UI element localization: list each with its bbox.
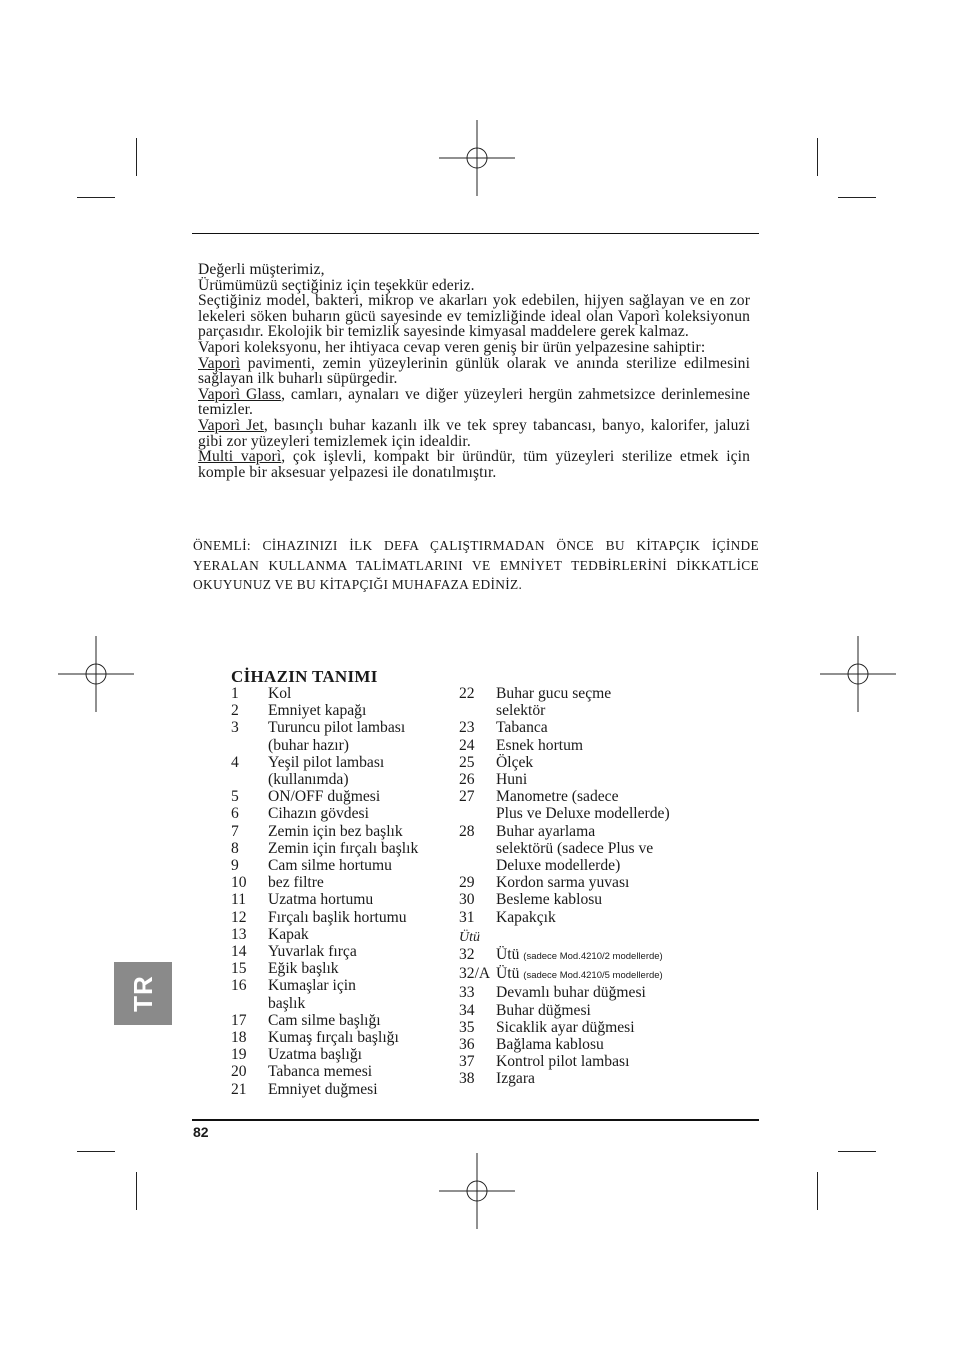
- collection-paragraph: Vapori koleksyonu, her ihtiyaca cevap veren geniş bir ürün yelpazesine sahiptir:: [198, 338, 706, 356]
- crop-mark: [838, 197, 876, 198]
- list-item: 32/A Ütü (sadece Mod.4210/5 modellerde): [459, 965, 663, 983]
- list-item: 23 Tabanca: [459, 719, 548, 737]
- greeting: Değerli müşterimiz,: [198, 261, 325, 278]
- list-item: 1 Kol: [231, 685, 292, 702]
- list-item: 13 Kapak: [231, 925, 309, 943]
- list-item: 36 Bağlama kablosu: [459, 1036, 604, 1054]
- list-item: 31 Kapakçık: [459, 908, 556, 926]
- list-item: 33 Devamlı buhar düğmesi: [459, 984, 646, 1002]
- list-item: 11 Uzatma hortumu: [231, 891, 374, 909]
- footer-rule: [192, 1119, 759, 1121]
- list-item: 12 Fırçalı başlik hortumu: [231, 908, 407, 926]
- section-title: CİHAZIN TANIMI: [231, 667, 378, 686]
- list-item: 37 Kontrol pilot lambası: [459, 1053, 630, 1071]
- intro-section: [198, 262, 750, 480]
- list-item: 18 Kumaş fırçalı başlığı: [231, 1029, 399, 1047]
- crop-mark: [817, 138, 818, 176]
- list-item: 34 Buhar düğmesi: [459, 1001, 591, 1019]
- list-item: 8 Zemin için fırçalı başlık: [231, 839, 419, 857]
- iron-heading: Ütü: [459, 929, 480, 945]
- crop-mark: [136, 1172, 137, 1210]
- language-tab-label: TR: [127, 975, 158, 1012]
- list-item: 30 Besleme kablosu: [459, 891, 603, 909]
- list-item: 24 Esnek hortum: [459, 736, 584, 754]
- intro-paragraph: Seçtiğiniz model, bakteri, mikrop ve akarları yok edebilen, hijyen sağlayan ve en zor lekeleri söken buharın gücü sayesinde ev temizliğinde ideal olan Vaporì koleksiyonun parçasıdır. Ekolojik bir temizlik sayesinde kimyasal maddelere gerek kalmaz.: [198, 292, 750, 341]
- list-item: 16 Kumaşlar için başlık: [231, 977, 356, 1012]
- parts-list-left: [231, 685, 451, 1098]
- list-item: 28 Buhar ayarlama selektörü (sadece Plus ve Deluxe modellerde): [459, 822, 654, 875]
- product-vapori: Vaporì pavimenti, zemin yüzeylerinin günlük olarak ve anında sterilize edilmesini sağlayan ilk buharlı süpürgedir.: [198, 354, 750, 388]
- list-item: 27 Manometre (sadece Plus ve Deluxe modellerde): [459, 788, 670, 823]
- list-item: 3 Turuncu pilot lambası (buhar hazır): [231, 719, 406, 754]
- crop-mark: [838, 1151, 876, 1152]
- list-item: 10 bez filtre: [231, 874, 324, 892]
- list-item: 38 Izgara: [459, 1070, 535, 1088]
- list-item: 7 Zemin için bez başlık: [231, 822, 403, 840]
- crop-mark: [817, 1172, 818, 1210]
- registration-mark-top: [439, 120, 515, 196]
- list-item: 22 Buhar gucu seçme selektör: [459, 685, 612, 720]
- list-item: 9 Cam silme hortumu: [231, 857, 392, 875]
- parts-list-right: [459, 685, 759, 1088]
- registration-mark-right: [820, 636, 896, 712]
- list-item: 5 ON/OFF duğmesi: [231, 788, 381, 806]
- header-rule: [192, 233, 759, 234]
- language-tab: [114, 962, 172, 1025]
- product-multi-vapori: Multi vaporì, çok işlevli, kompakt bir üründür, tüm yüzeyleri sterilize etmek için komple bir aksesuar yelpazesi ile donatılmıştır.: [198, 448, 750, 481]
- crop-mark: [77, 1151, 115, 1152]
- list-item: 19 Uzatma başlığı: [231, 1046, 362, 1064]
- product-vapori-glass: Vaporì Glass, camları, aynaları ve diğer yüzeyleri hergün zahmetsizce derinlemesine temizler.: [198, 385, 750, 419]
- list-item: 6 Cihazın gövdesi: [231, 805, 369, 823]
- list-item: 29 Kordon sarma yuvası: [459, 874, 630, 892]
- page-number: 82: [193, 1124, 209, 1140]
- list-item: 21 Emniyet duğmesi: [231, 1080, 378, 1098]
- registration-mark-left: [58, 636, 134, 712]
- list-item: 25 Ölçek: [459, 753, 534, 771]
- registration-mark-bottom: [439, 1153, 515, 1229]
- list-item: 17 Cam silme başlığı: [231, 1011, 381, 1029]
- important-notice: ÖNEMLİ: CİHAZINIZI İLK DEFA ÇALIŞTIRMADAN ÖNCE BU KİTAPÇIK İÇİNDE YERALAN KULLANMA TALİMATLARINI VE EMNİYET TEDBİRLERİNİ DİKKATLİCE OKUYUNUZ VE BU KİTAPÇIĞI MUHAFAZA EDİNİZ.: [193, 538, 759, 593]
- list-item: 35 Sicaklik ayar düğmesi: [459, 1018, 635, 1036]
- crop-mark: [136, 138, 137, 176]
- product-vapori-jet: Vaporì Jet, basınçlı buhar kazanlı ilk ve tek sprey tabancası, banyo, kalorifer, jaluzi gibi zor yüzeyleri temizlemek için idealdir.: [198, 416, 751, 450]
- list-item: 14 Yuvarlak fırça: [231, 943, 357, 961]
- list-item: 20 Tabanca memesi: [231, 1063, 373, 1081]
- list-item: 4 Yeşil pilot lambası (kullanımda): [231, 753, 385, 789]
- list-item: 32 Ütü (sadece Mod.4210/2 modellerde): [459, 946, 663, 964]
- list-item: 26 Huni: [459, 771, 528, 789]
- thanks: Ürümümüzü seçtiğiniz için teşekkür ederiz.: [198, 276, 475, 294]
- list-item: 2 Emniyet kapağı: [231, 702, 367, 720]
- crop-mark: [77, 197, 115, 198]
- list-item: 15 Eğik başlık: [231, 960, 339, 978]
